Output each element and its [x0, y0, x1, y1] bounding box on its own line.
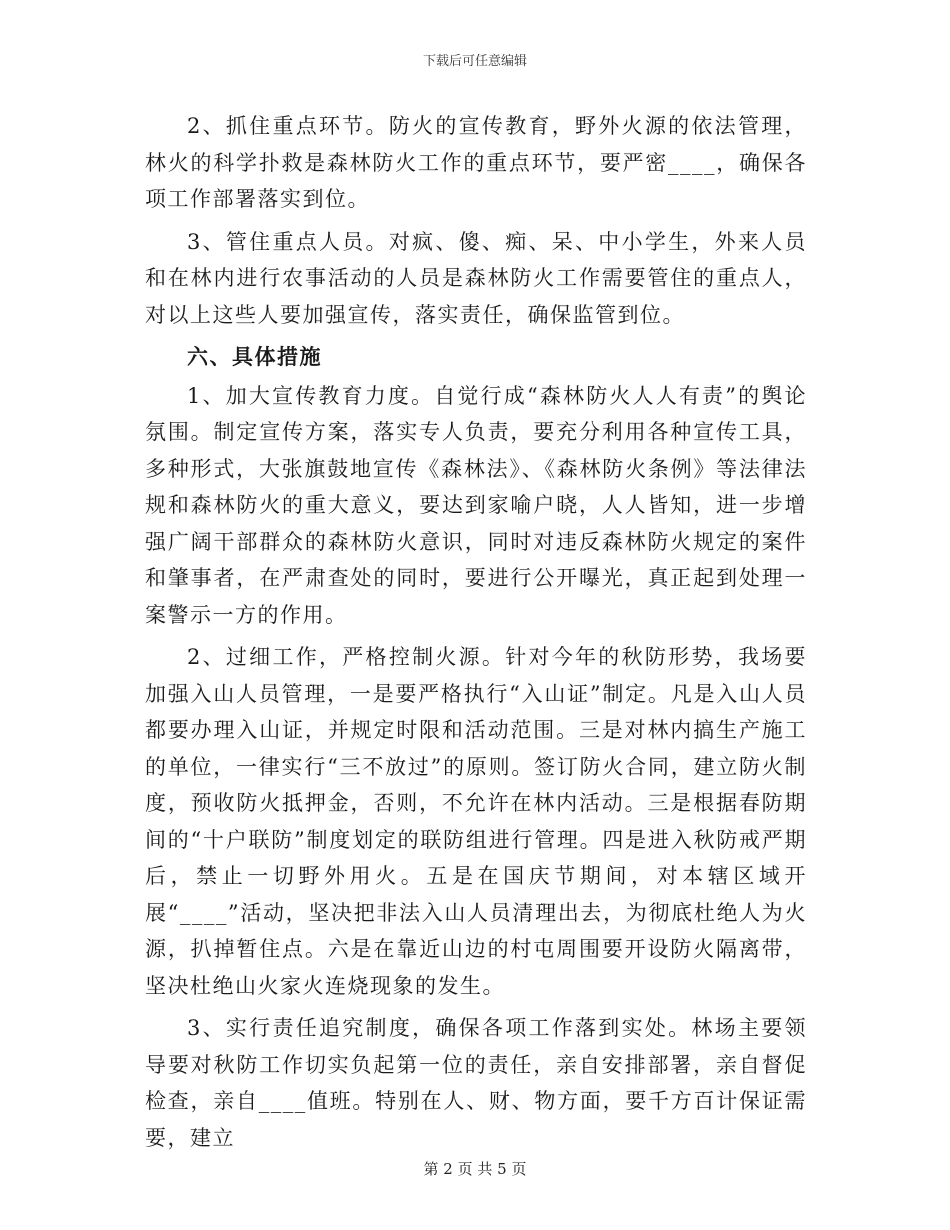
paragraph-key-links: 2、抓住重点环节。防火的宣传教育，野外火源的依法管理，林火的科学扑救是森林防火工作的重点环节，要严密____，确保各项工作部署落实到位。: [145, 114, 807, 211]
page-header-note: 下载后可任意编辑: [422, 54, 527, 69]
paragraph-fire-source-control: 2、过细工作，严格控制火源。针对今年的秋防形势，我场要加强入山人员管理，一是要严格执行“入山证”制定。凡是入山人员都要办理入山证，并规定时限和活动范围。三是对林内搞生产施工的单位，一律实行“三不放过”的原则。签订防火合同，建立防火制度，预收防火抵押金，否则，不允许在林内活动。三是根据春防期间的“十户联防”制度划定的联防组进行管理。四是进入秋防戒严期后，禁止一切野外用火。五是在国庆节期间，对本辖区域开展“____”活动，坚决把非法入山人员清理出去，为彻底杜绝人为火源，扒掉暂住点。六是在靠近山边的村屯周围要开设防火隔离带，坚决杜绝山火家火连烧现象的发生。: [145, 645, 807, 998]
page-number: 第 2 页 共 5 页: [423, 1160, 527, 1178]
document-body: [145, 108, 807, 1162]
paragraph-publicity-education: 1、加大宣传教育力度。自觉行成“森林防火人人有责”的舆论氛围。制定宣传方案，落实专人负责，要充分利用各种宣传工具，多种形式，大张旗鼓地宣传《森林法》、《森林防火条例》等法律法规和森林防火的重大意义，要达到家喻户晓，人人皆知，进一步增强广阔干部群众的森林防火意识，同时对违反森林防火规定的案件和肇事者，在严肃查处的同时，要进行公开曝光，真正起到处理一案警示一方的作用。: [145, 383, 807, 627]
paragraph-accountability: 3、实行责任追究制度，确保各项工作落到实处。林场主要领导要对秋防工作切实负起第一位的责任，亲自安排部署，亲自督促检查，亲自____值班。特别在人、财、物方面，要千方百计保证需要，建立: [145, 1016, 807, 1150]
paragraph-key-personnel: 3、管住重点人员。对疯、傻、痴、呆、中小学生，外来人员和在林内进行农事活动的人员是森林防火工作需要管住的重点人，对以上这些人要加强宣传，落实责任，确保监管到位。: [145, 229, 807, 327]
section-heading-measures: 六、具体措施: [187, 345, 322, 369]
